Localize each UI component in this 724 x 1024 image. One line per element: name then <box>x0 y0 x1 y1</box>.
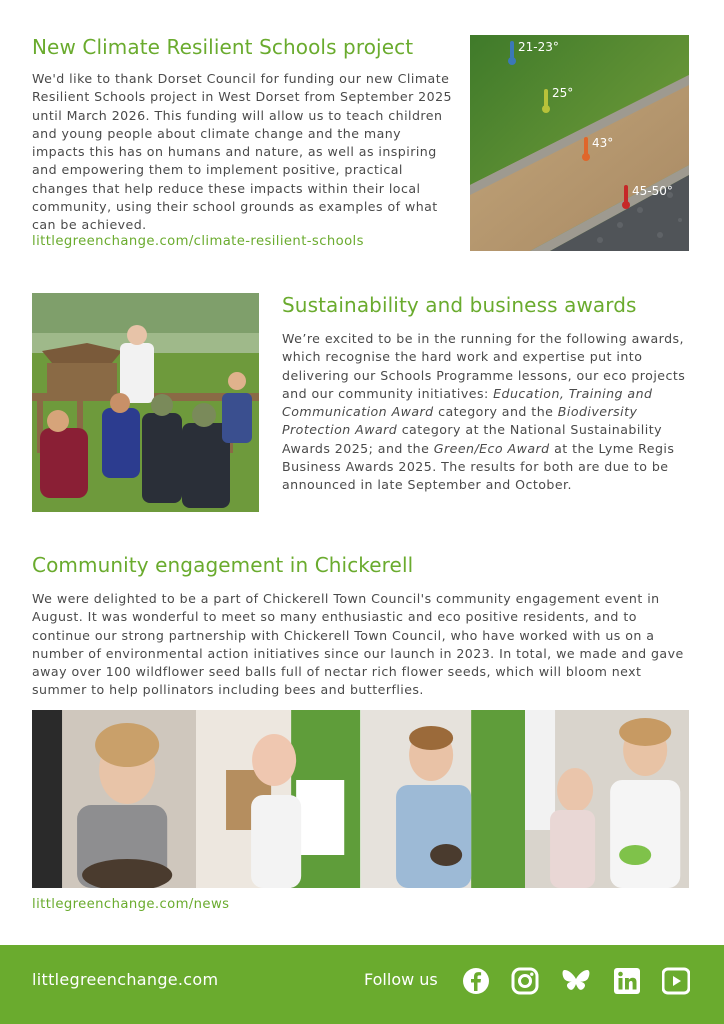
section-title-climate-resilient-schools: New Climate Resilient Schools project <box>32 35 414 59</box>
event-photo-child-bag <box>196 710 360 888</box>
event-photo-boy-seedball <box>361 710 525 888</box>
temp-label-path: 43° <box>592 136 614 150</box>
award-name-green-eco: Green/Eco Award <box>433 440 550 456</box>
footer-bar <box>0 945 724 1024</box>
temp-label-gravel: 45-50° <box>632 184 673 198</box>
footer-website-link[interactable]: littlegreenchange.com <box>32 970 219 989</box>
children-outdoor-lesson-photo <box>32 293 259 512</box>
bluesky-icon[interactable] <box>561 967 589 995</box>
awards-text-connector: category at the National Sustainability Awards 2025; and the <box>282 422 662 456</box>
follow-us-label: Follow us <box>364 970 438 989</box>
award-name-education: Education, Training and Communication Award <box>282 385 653 420</box>
event-photo-child-seedballs <box>32 710 196 888</box>
facebook-icon[interactable] <box>462 967 490 995</box>
news-link[interactable]: littlegreenchange.com/news <box>32 897 230 912</box>
instagram-icon[interactable] <box>511 967 539 995</box>
awards-intro-text: We’re excited to be in the running for the following awards, which recognise the hard work and expertise put into delivering our Schools Programme lessons, our eco projects and our community initiatives: <box>282 331 686 401</box>
event-photo-girls-painted-faces <box>525 710 689 888</box>
youtube-icon[interactable] <box>662 967 690 995</box>
community-event-photo-strip <box>32 710 689 888</box>
section-title-community-engagement: Community engagement in Chickerell <box>32 553 414 577</box>
temp-label-grass: 21-23° <box>518 40 559 54</box>
section-body-climate-resilient-schools: We'd like to thank Dorset Council for funding our new Climate Resilient Schools project in West Dorset from September 2025 until March 2026. This funding will allow us to teach children and young people about climate change and the many impacts this has on humans and nature, as well as inspiring and empowering them to implement positive, practical changes that help reduce these impacts within their local community, using their school grounds as examples of what can be achieved. <box>32 71 453 233</box>
playground-temperature-photo <box>470 35 689 251</box>
awards-text-closing: at the Lyme Regis Business Awards 2025. The results for both are due to be announced in late September and October. <box>282 440 675 493</box>
linkedin-icon[interactable] <box>613 967 641 995</box>
temp-label-edge: 25° <box>552 86 574 100</box>
section-title-awards: Sustainability and business awards <box>282 293 637 317</box>
awards-text-connector: category and the <box>438 404 554 420</box>
section-body-awards <box>282 330 690 495</box>
award-name-biodiversity: Biodiversity Protection Award <box>282 404 638 438</box>
climate-resilient-schools-link[interactable]: littlegreenchange.com/climate-resilient-schools <box>32 234 364 249</box>
section-body-community-engagement: We were delighted to be a part of Chickerell Town Council's community engagement event in August. It was wonderful to meet so many enthusiastic and eco positive residents, and to continue our strong partnership with Chickerell Town Council, who have worked with us on a number of environmental action initiatives since our launch in 2023. In total, we made and gave away over 100 wildflower seed balls full of nectar rich flower seeds, which will bloom next summer to help pollinators including bees and butterflies. <box>32 591 684 698</box>
